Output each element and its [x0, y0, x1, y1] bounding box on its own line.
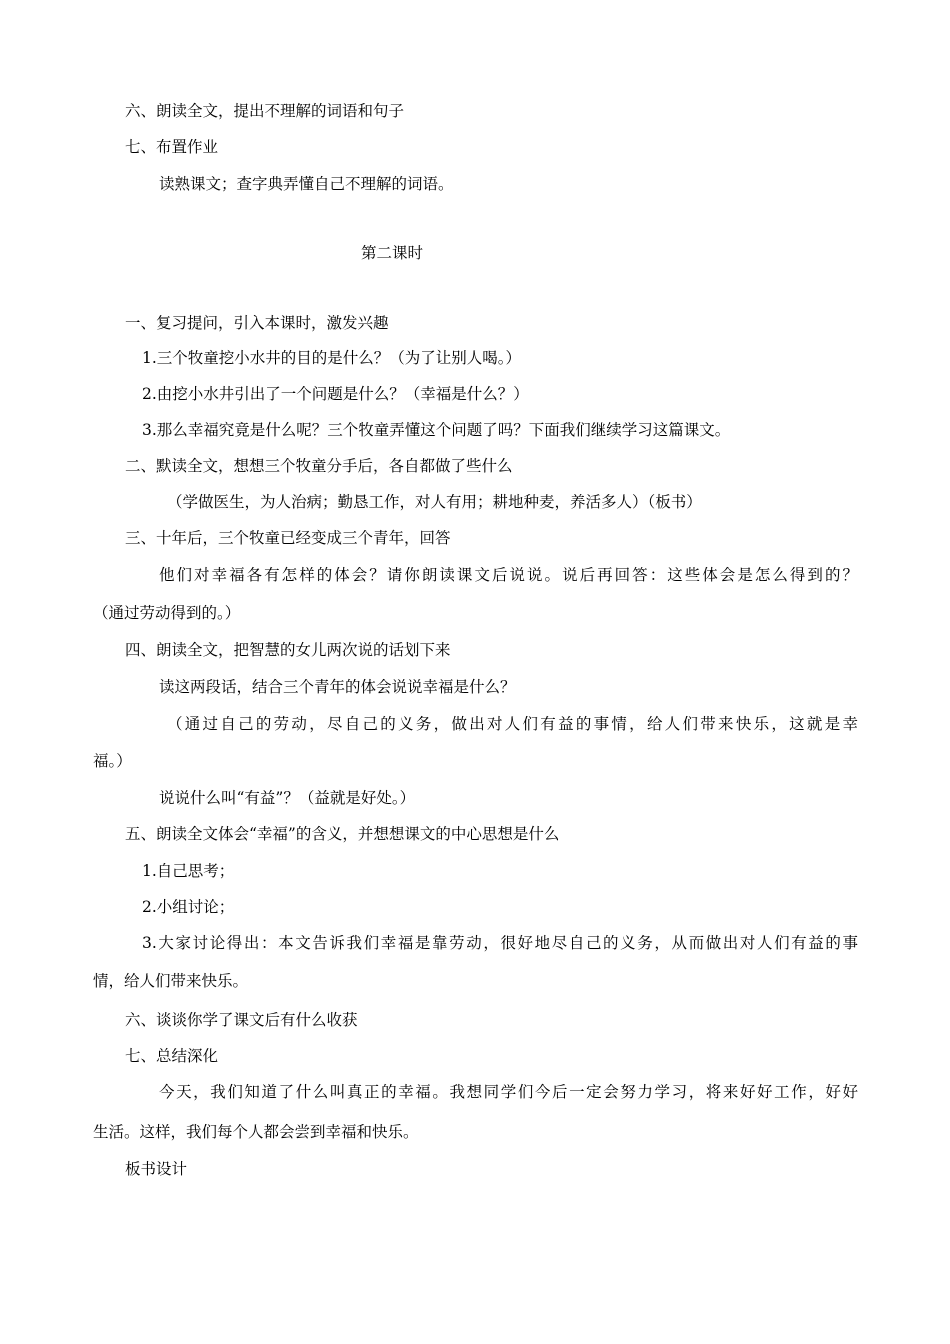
- homework-text: 读熟课文；查字典弄懂自己不理解的词语。: [159, 175, 454, 193]
- paragraph-line: 读这两段话，结合三个青年的体会说说幸福是什么？: [159, 678, 516, 696]
- paragraph-line: 生活。这样，我们每个人都会尝到幸福和快乐。: [93, 1123, 419, 1141]
- section-heading-6b: 六、谈谈你学了课文后有什么收获: [125, 1011, 358, 1029]
- section-heading-3: 三、十年后，三个牧童已经变成三个青年，回答: [125, 529, 451, 547]
- paragraph-line: 情，给人们带来快乐。: [93, 972, 249, 990]
- paragraph-line: 今天，我们知道了什么叫真正的幸福。我想同学们今后一定会努力学习，将来好好工作，好好: [159, 1083, 858, 1101]
- list-item: 2.小组讨论；: [142, 898, 235, 916]
- list-item: 3.大家讨论得出：本文告诉我们幸福是靠劳动，很好地尽自己的义务，从而做出对人们有益的事: [142, 934, 858, 952]
- paragraph-line: （通过自己的劳动，尽自己的义务，做出对人们有益的事情，给人们带来快乐，这就是幸: [167, 715, 858, 733]
- section-heading-5: 五、朗读全文体会“幸福”的含义，并想想课文的中心思想是什么: [125, 825, 560, 843]
- paragraph-line: （通过劳动得到的。）: [93, 604, 241, 622]
- lesson-title: 第二课时: [360, 244, 423, 262]
- blackboard-note: （学做医生，为人治病；勤恳工作，对人有用；耕地种麦，养活多人）（板书）: [167, 493, 702, 511]
- section-heading-7b: 七、总结深化: [125, 1047, 219, 1065]
- section-heading-6: 六、朗读全文，提出不理解的词语和句子: [125, 102, 405, 120]
- section-heading-7: 七、布置作业: [125, 138, 219, 156]
- paragraph-line: 他们对幸福各有怎样的体会？请你朗读课文后说说。说后再回答：这些体会是怎么得到的？: [159, 566, 858, 584]
- paragraph-line: 说说什么叫“有益”？（益就是好处。）: [159, 789, 416, 807]
- blackboard-design-heading: 板书设计: [125, 1160, 188, 1178]
- section-heading-4: 四、朗读全文，把智慧的女儿两次说的话划下来: [125, 641, 451, 659]
- question-item-1: 1.三个牧童挖小水井的目的是什么？（为了让别人喝。）: [142, 349, 522, 367]
- section-heading-2: 二、默读全文，想想三个牧童分手后，各自都做了些什么: [125, 457, 513, 475]
- paragraph-line: 福。）: [93, 752, 132, 770]
- question-item-2: 2.由挖小水井引出了一个问题是什么？（幸福是什么？）: [142, 385, 529, 403]
- list-item: 1.自己思考；: [142, 862, 235, 880]
- question-item-3: 3.那么幸福究竟是什么呢？三个牧童弄懂这个问题了吗？下面我们继续学习这篇课文。: [142, 421, 731, 439]
- section-heading-1: 一、复习提问，引入本课时，激发兴趣: [125, 314, 389, 332]
